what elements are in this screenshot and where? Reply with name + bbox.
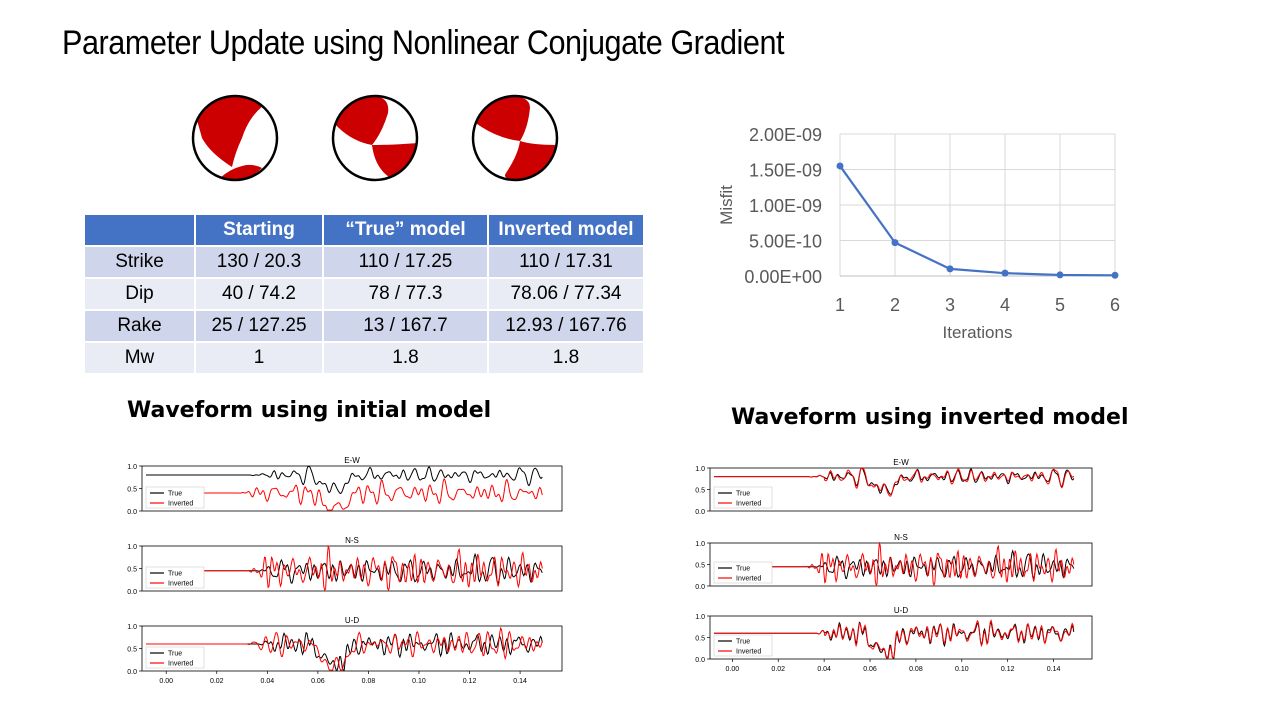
y-tick-label: 1.0 bbox=[127, 464, 137, 471]
y-tick-label: 0.5 bbox=[127, 646, 137, 654]
x-tick-label: 0.12 bbox=[1000, 666, 1015, 673]
inverted-beachball bbox=[470, 93, 560, 183]
table-cell: 1 bbox=[196, 341, 322, 373]
inverted-waveform-line bbox=[146, 547, 542, 591]
x-tick-label: 0.10 bbox=[954, 666, 969, 673]
misfit-data-point bbox=[947, 265, 954, 272]
y-tick-label: 0.00E+00 bbox=[744, 267, 822, 287]
y-tick-label: 1.0 bbox=[695, 541, 705, 548]
x-tick-label: 2 bbox=[889, 295, 901, 315]
y-tick-label: 1.0 bbox=[127, 544, 137, 551]
initial-model-waveforms bbox=[110, 448, 570, 693]
y-tick-label: 1.50E-09 bbox=[748, 160, 822, 181]
table-cell: 13 / 167.7 bbox=[324, 309, 487, 341]
y-tick-label: 5.00E-10 bbox=[748, 231, 822, 252]
panel-title: E-W bbox=[344, 456, 360, 465]
x-tick-label: 0.04 bbox=[260, 678, 275, 685]
y-tick-label: 0.0 bbox=[127, 669, 137, 676]
legend-true-label: True bbox=[736, 490, 751, 498]
table-row bbox=[85, 341, 643, 373]
y-tick-label: 0.5 bbox=[695, 562, 705, 570]
table-cell: 110 / 17.25 bbox=[324, 245, 487, 277]
legend-inverted-label: Inverted bbox=[168, 500, 194, 508]
y-tick-label: 0.0 bbox=[127, 589, 137, 596]
x-axis-title: Iterations bbox=[942, 323, 1013, 342]
true-waveform-line bbox=[146, 633, 542, 670]
inverted-waveform-line bbox=[146, 479, 542, 510]
inverted-model-waveforms bbox=[680, 453, 1100, 678]
y-tick-label: 0.0 bbox=[695, 584, 705, 591]
x-tick-label: 0.02 bbox=[209, 678, 224, 685]
x-tick-label: 3 bbox=[944, 295, 956, 315]
table-row bbox=[85, 245, 643, 277]
y-axis-title: Misfit bbox=[717, 185, 736, 225]
table-cell: 1.8 bbox=[489, 341, 643, 373]
starting-beachball bbox=[190, 93, 280, 183]
legend-inverted-label: Inverted bbox=[736, 500, 762, 508]
table-header: Inverted model bbox=[489, 215, 643, 245]
y-tick-label: 1.0 bbox=[127, 624, 137, 631]
y-tick-label: 0.5 bbox=[127, 486, 137, 494]
x-tick-label: 1 bbox=[834, 295, 846, 315]
table-header-row bbox=[85, 215, 643, 245]
legend-true-label: True bbox=[168, 570, 183, 578]
x-tick-label: 0.14 bbox=[513, 678, 527, 685]
table-header bbox=[85, 215, 194, 245]
table-header: “True” model bbox=[324, 215, 487, 245]
true-waveform-line bbox=[146, 467, 542, 494]
table-cell: 40 / 74.2 bbox=[196, 277, 322, 309]
legend-inverted-label: Inverted bbox=[168, 660, 194, 668]
panel-title: U-D bbox=[893, 606, 909, 615]
x-tick-label: 0.00 bbox=[159, 678, 174, 685]
table-row bbox=[85, 309, 643, 341]
y-tick-label: 1.00E-09 bbox=[748, 196, 822, 216]
legend-true-label: True bbox=[736, 638, 751, 646]
x-tick-label: 0.00 bbox=[725, 666, 740, 673]
y-tick-label: 2.00E-09 bbox=[748, 125, 822, 145]
misfit-series-line bbox=[840, 166, 1115, 275]
table-cell: 110 / 17.31 bbox=[489, 245, 643, 277]
slide-title: Parameter Update using Nonlinear Conjugate Gradient bbox=[62, 24, 785, 62]
x-tick-label: 0.08 bbox=[909, 666, 923, 673]
y-tick-label: 0.5 bbox=[127, 566, 137, 574]
table-cell: 25 / 127.25 bbox=[196, 309, 322, 341]
x-tick-label: 0.08 bbox=[361, 678, 376, 685]
legend-inverted-label: Inverted bbox=[736, 575, 762, 583]
x-tick-label: 4 bbox=[999, 295, 1011, 315]
y-tick-label: 0.0 bbox=[695, 509, 705, 516]
y-tick-label: 1.0 bbox=[695, 466, 705, 473]
legend-true-label: True bbox=[168, 490, 183, 498]
x-tick-label: 0.02 bbox=[771, 666, 786, 673]
x-tick-label: 0.10 bbox=[412, 678, 426, 685]
legend-inverted-label: Inverted bbox=[736, 648, 762, 656]
x-tick-label: 0.14 bbox=[1046, 666, 1061, 673]
x-tick-label: 6 bbox=[1109, 295, 1121, 315]
left-waveform-heading: Waveform using initial model bbox=[127, 398, 492, 423]
table-cell: 1.8 bbox=[324, 341, 487, 373]
x-tick-label: 0.12 bbox=[462, 678, 477, 685]
y-tick-label: 0.5 bbox=[695, 635, 705, 643]
table-cell: 78 / 77.3 bbox=[324, 277, 487, 309]
y-tick-label: 0.0 bbox=[127, 509, 137, 516]
table-cell: Rake bbox=[85, 309, 194, 341]
misfit-data-point bbox=[1057, 271, 1064, 278]
panel-title: U-D bbox=[344, 616, 360, 625]
misfit-data-point bbox=[1002, 270, 1009, 277]
table-cell: Dip bbox=[85, 277, 194, 309]
misfit-data-point bbox=[1112, 272, 1119, 279]
table-cell: 12.93 / 167.76 bbox=[489, 309, 643, 341]
x-tick-label: 0.06 bbox=[863, 666, 877, 673]
table-cell: Mw bbox=[85, 341, 194, 373]
parameter-table bbox=[83, 215, 645, 373]
y-tick-label: 0.0 bbox=[695, 657, 705, 664]
y-tick-label: 1.0 bbox=[695, 614, 705, 621]
table-cell: 130 / 20.3 bbox=[196, 245, 322, 277]
panel-title: N-S bbox=[894, 533, 908, 542]
legend-inverted-label: Inverted bbox=[168, 580, 194, 588]
table-cell: 78.06 / 77.34 bbox=[489, 277, 643, 309]
misfit-data-point bbox=[837, 162, 844, 169]
true-beachball bbox=[330, 93, 420, 183]
table-row bbox=[85, 277, 643, 309]
panel-title: N-S bbox=[345, 536, 359, 545]
panel-title: E-W bbox=[893, 458, 909, 467]
misfit-chart bbox=[700, 115, 1140, 350]
table-header: Starting bbox=[196, 215, 322, 245]
x-tick-label: 0.04 bbox=[817, 666, 831, 673]
y-tick-label: 0.5 bbox=[695, 487, 705, 495]
legend-true-label: True bbox=[736, 565, 751, 573]
right-waveform-heading: Waveform using inverted model bbox=[731, 405, 1129, 430]
misfit-data-point bbox=[892, 239, 899, 246]
x-tick-label: 5 bbox=[1054, 295, 1066, 315]
table-cell: Strike bbox=[85, 245, 194, 277]
x-tick-label: 0.06 bbox=[311, 678, 325, 685]
legend-true-label: True bbox=[168, 650, 183, 658]
